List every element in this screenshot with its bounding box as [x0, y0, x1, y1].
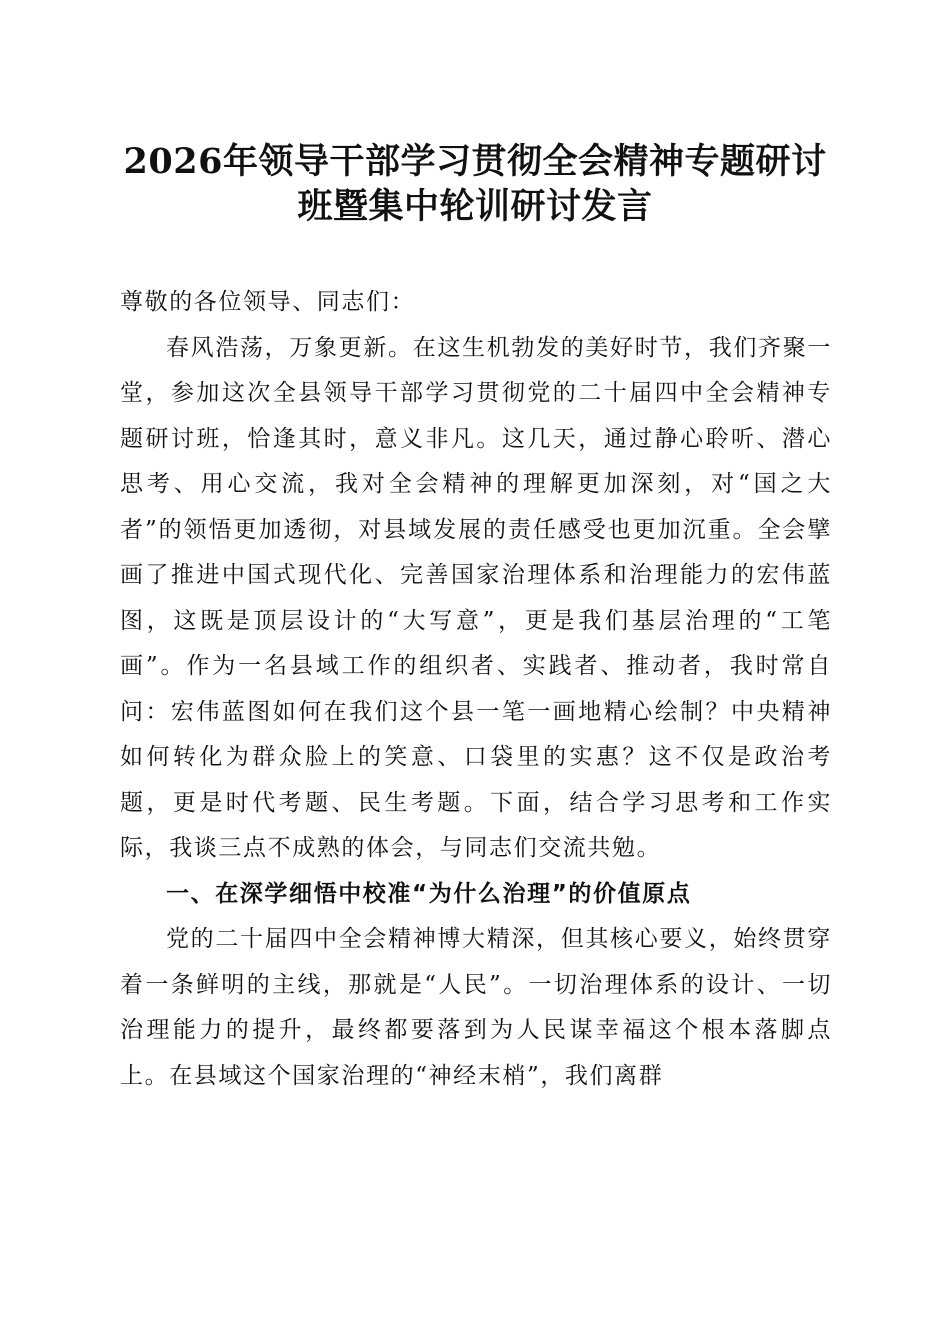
document-title-line-2: 班暨集中轮训研讨发言 [297, 186, 653, 227]
paragraph-section-1: 党的二十届四中全会精神博大精深，但其核心要义，始终贯穿着一条鲜明的主线，那就是“人民”。一切治理体系的设计、一切治理能力的提升，最终都要落到为人民谋幸福这个根本落脚点上。在县域这个国家治理的“神经末梢”，我们离群 [120, 926, 832, 1089]
section-heading-1: 一、在深学细悟中校准“为什么治理”的价值原点 [166, 880, 692, 907]
paragraph-opening: 春风浩荡，万象更新。在这生机勃发的美好时节，我们齐聚一堂，参加这次全县领导干部学习贯彻党的二十届四中全会精神专题研讨班，恰逢其时，意义非凡。这几天，通过静心聆听、潜心思考、用心交流，我对全会精神的理解更加深刻，对“国之大者”的领悟更加透彻，对县域发展的责任感受也更加沉重。全会擘画了推进中国式现代化、完善国家治理体系和治理能力的宏伟蓝图，这既是顶层设计的“大写意”，更是我们基层治理的“工笔画”。作为一名县域工作的组织者、实践者、推动者，我时常自问：宏伟蓝图如何在我们这个县一笔一画地精心绘制？中央精神如何转化为群众脸上的笑意、口袋里的实惠？这不仅是政治考题，更是时代考题、民生考题。下面，结合学习思考和工作实际，我谈三点不成熟的体会，与同志们交流共勉。 [120, 334, 832, 861]
document-title-line-1: 2026年领导干部学习贯彻全会精神专题研讨 [123, 141, 827, 182]
salutation: 尊敬的各位领导、同志们： [120, 289, 416, 315]
document-body [120, 280, 832, 1099]
